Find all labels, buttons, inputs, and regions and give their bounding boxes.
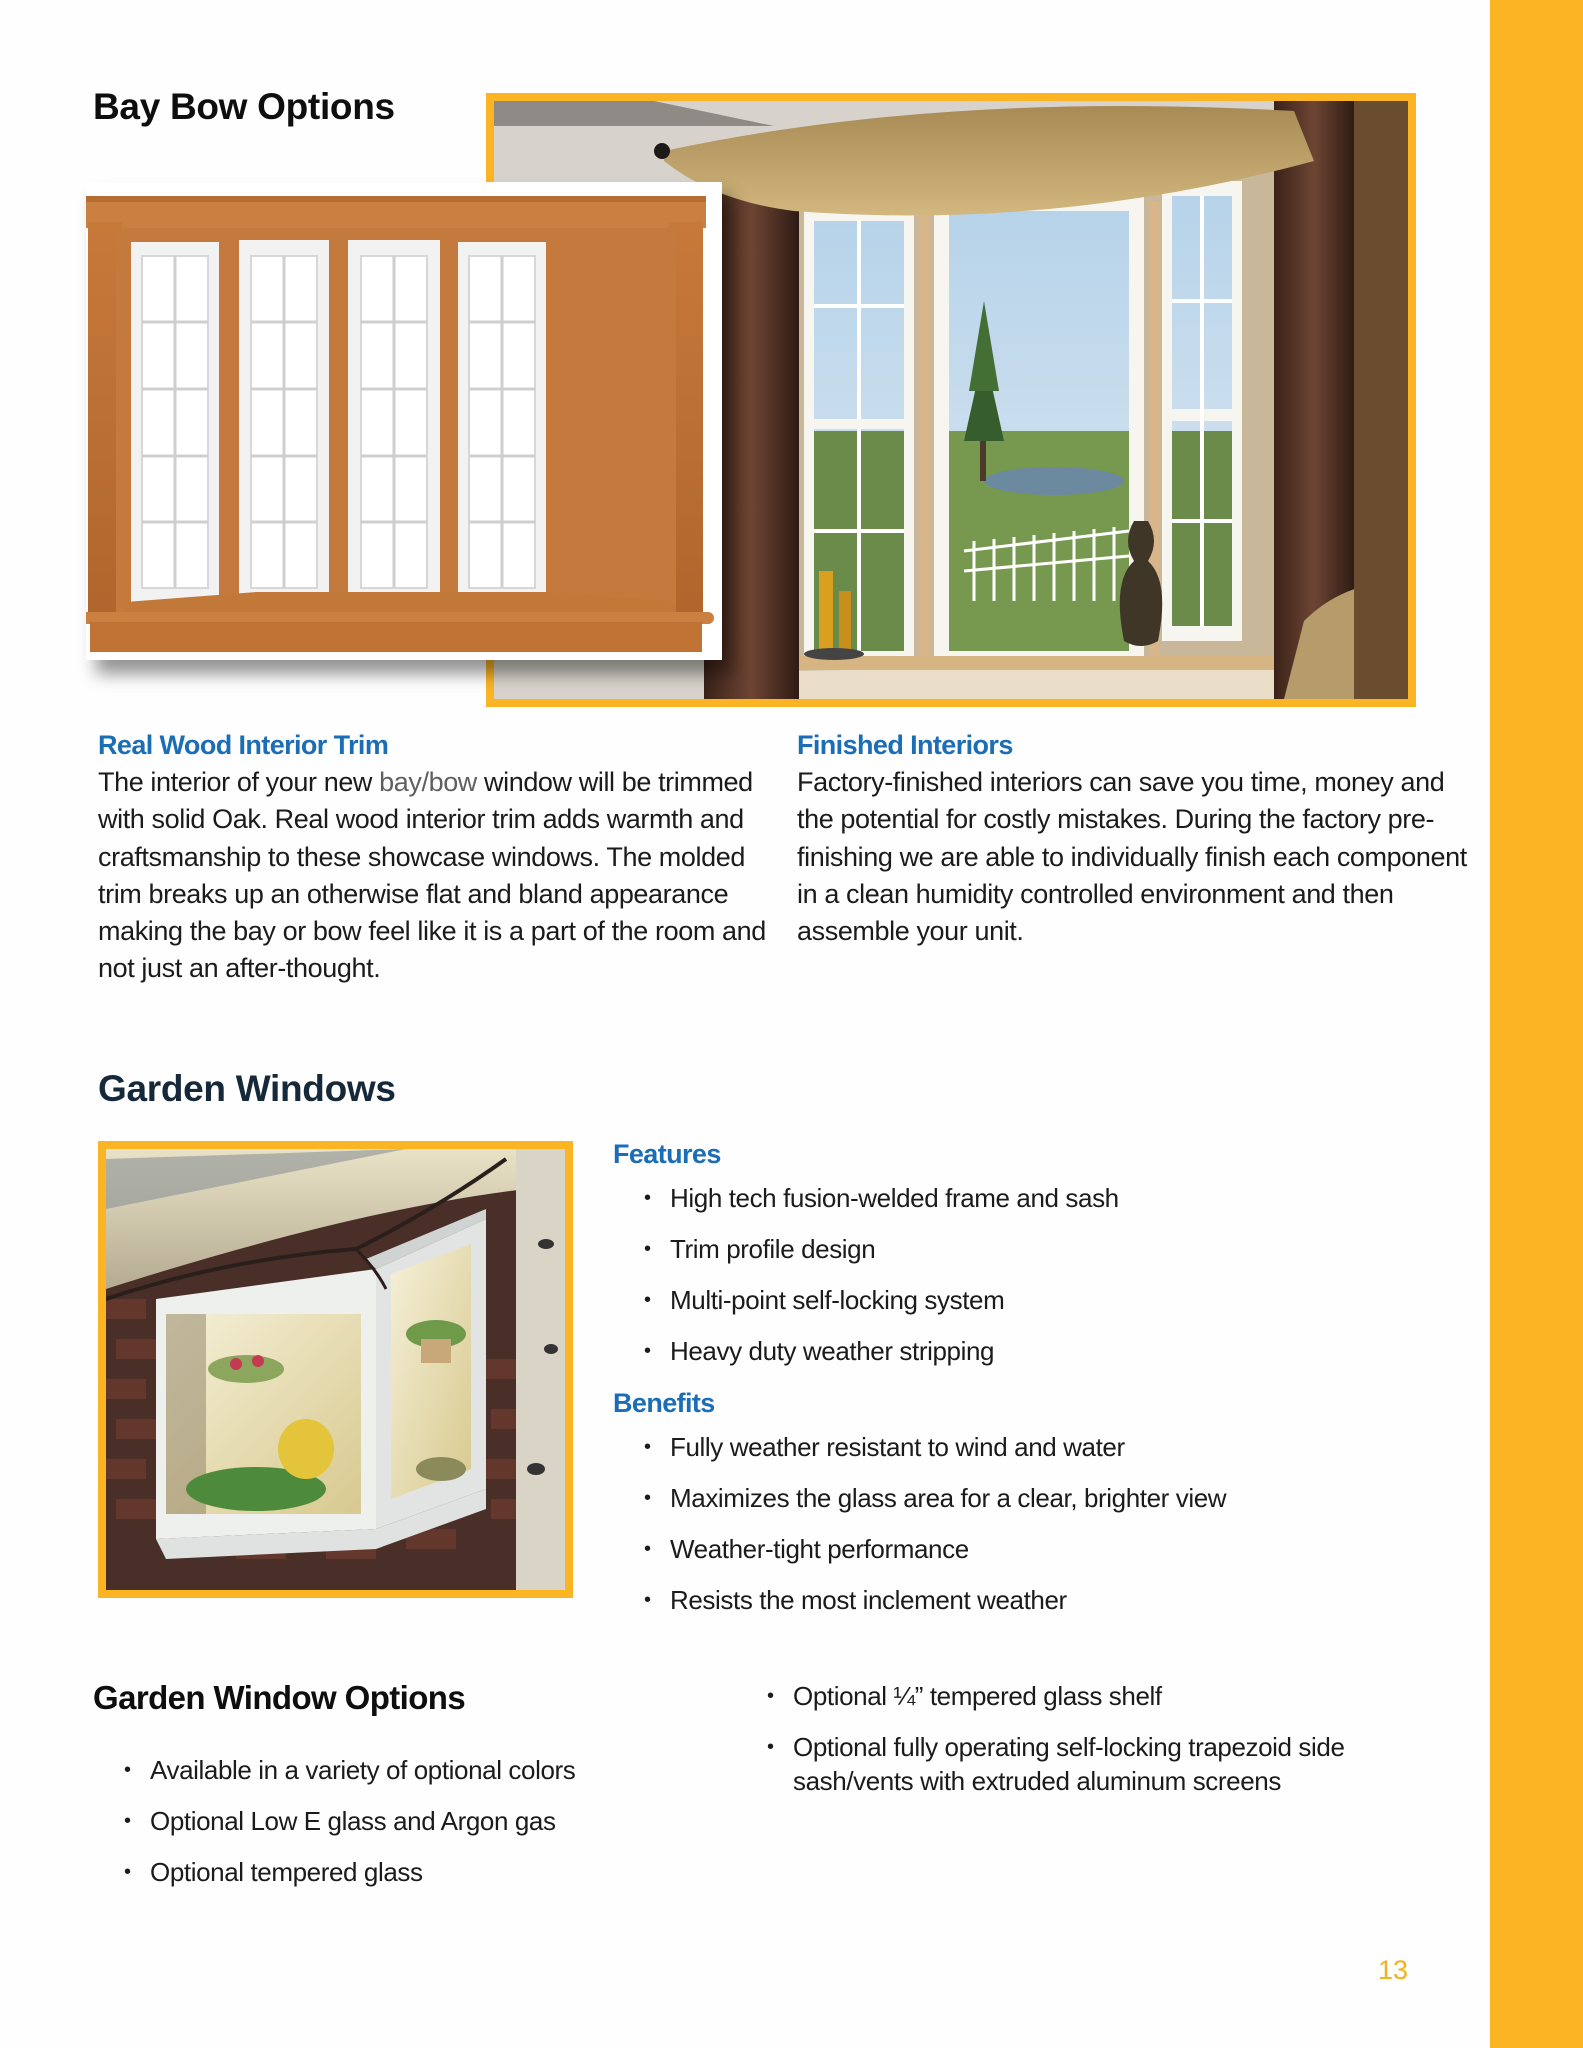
garden-options-list-right	[767, 1679, 1347, 1815]
garden-window-photo	[98, 1141, 573, 1598]
sidebar-accent-stripe	[1490, 0, 1583, 2048]
benefits-list-item: • Resists the most inclement weather	[644, 1575, 1226, 1626]
benefits-list-item: • Maximizes the glass area for a clear, brighter view	[644, 1473, 1226, 1524]
garden-options-list-left	[124, 1745, 575, 1898]
features-list-item: • Heavy duty weather stripping	[644, 1326, 1119, 1377]
real-wood-text-start: The interior of your new	[98, 767, 380, 797]
real-wood-trim-heading: Real Wood Interior Trim	[98, 730, 389, 760]
benefits-list-item: • Weather-tight performance	[644, 1524, 1226, 1575]
garden-option-item: • Optional Low E glass and Argon gas	[124, 1796, 575, 1847]
real-wood-trim-paragraph	[98, 764, 778, 988]
bay-bow-options-heading: Bay Bow Options	[93, 86, 395, 127]
garden-option-item: • Optional tempered glass	[124, 1847, 575, 1898]
benefits-heading: Benefits	[613, 1388, 715, 1418]
garden-option-item: • Available in a variety of optional colors	[124, 1745, 575, 1796]
oak-bow-window-illustration	[86, 182, 722, 660]
page-number: 13	[1378, 1955, 1409, 1985]
garden-option-item: • Optional ¼” tempered glass shelf	[767, 1679, 1347, 1713]
oak-trim-window-inset	[86, 182, 722, 660]
finished-interiors-heading: Finished Interiors	[797, 730, 1013, 760]
features-heading: Features	[613, 1139, 721, 1169]
garden-option-item: • Optional fully operating self-locking trapezoid side sash/vents with extruded aluminum screens	[767, 1730, 1347, 1798]
benefits-list-item: • Fully weather resistant to wind and water	[644, 1422, 1226, 1473]
bay-bow-link[interactable]: bay/bow	[379, 767, 477, 797]
features-list-item: • Trim profile design	[644, 1224, 1119, 1275]
real-wood-text-end: window will be trimmed with solid Oak. Real wood interior trim adds warmth and craftsmanship to these showcase windows. The molded trim breaks up an otherwise flat and bland appearance making the bay or bow feel like it is a part of the room and not just an after-thought.	[98, 767, 766, 984]
features-list-item: • Multi-point self-locking system	[644, 1275, 1119, 1326]
features-list	[644, 1173, 1119, 1377]
benefits-list	[644, 1422, 1226, 1626]
garden-window-illustration	[106, 1149, 565, 1590]
finished-interiors-paragraph: Factory-finished interiors can save you time, money and the potential for costly mistakes. During the factory pre-finishing we are able to individually finish each component in a clean humidity controlled environment and then assemble your unit.	[797, 767, 1467, 947]
garden-window-options-heading: Garden Window Options	[93, 1679, 466, 1716]
features-list-item: • High tech fusion-welded frame and sash	[644, 1173, 1119, 1224]
garden-windows-heading: Garden Windows	[98, 1068, 396, 1109]
